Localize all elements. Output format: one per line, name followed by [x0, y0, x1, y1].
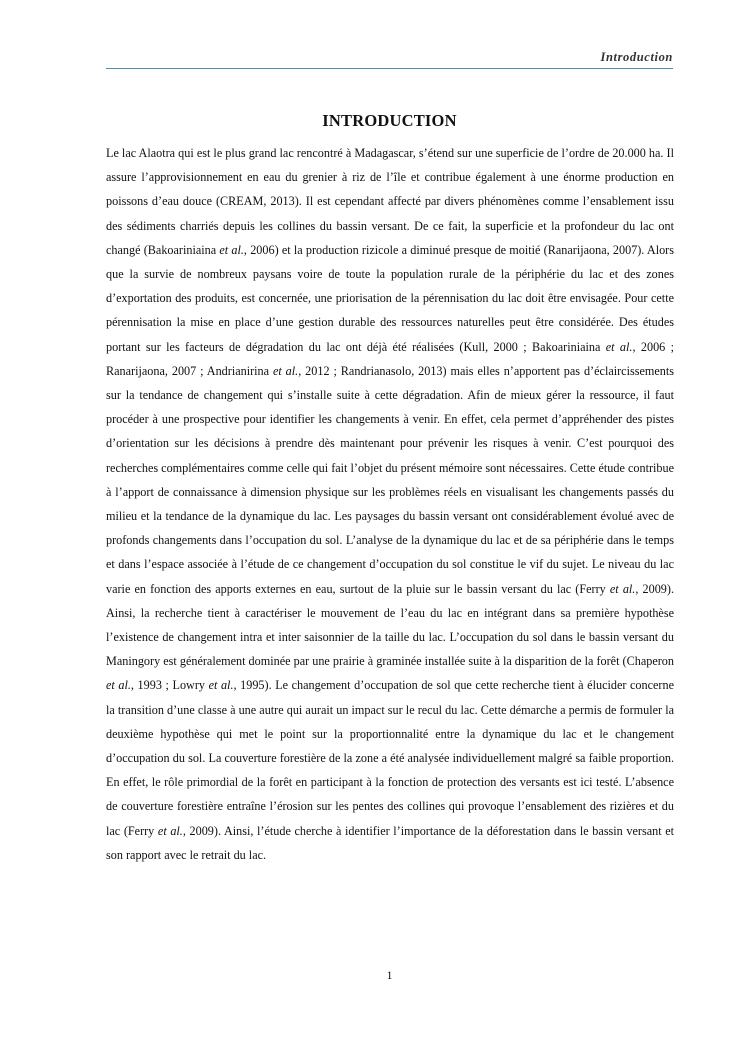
header-divider [106, 68, 673, 69]
text-segment: , 1995). Le changement d’occupation de sol que cette recherche tient à élucider concerne la transition d’une classe à une autre qui aurait un impact sur le recul du lac. Cette démarche a permis de formuler la deuxième hypothèse qui met le point sur la proportionnalité entre la dynamique du lac et le changement d’occupation du sol. La couverture forestière de la zone a été analysée individuellement malgré sa faible proportion. En effet, le rôle primordial de la forêt en participant à la fonction de protection des versants est ici testé. L’absence de couverture forestière entraîne l’érosion sur les pentes des collines qui provoque l’ensablement des rizières et du lac (Ferry [106, 678, 674, 838]
citation-et-al: et al. [208, 678, 234, 693]
running-header-title: Introduction [600, 50, 673, 64]
text-segment: , 2009). Ainsi, la recherche tient à caractériser le mouvement de l’eau du lac en intégrant dans sa première hypothèse l’existence de changement intra et inter saisonnier de la taille du lac. L’occupation du sol dans le bassin versant du Maningory est généralement dominée par une prairie à graminée installée suite à la disparition de la forêt (Chaperon [106, 581, 675, 669]
introduction-paragraph [106, 141, 674, 867]
page-title: INTRODUCTION [322, 111, 457, 131]
text-segment: , 2006) et la production rizicole a diminué presque de moitié (Ranarijaona, 2007). Alors que la survie de nombreux paysans voire de toute la population rurale de la périphérie du lac et des zones d’exportation des produits, est concernée, une priorisation de la pérennisation du lac doit être envisagée. Pour cette pérennisation la mise en place d’une gestion durable des ressources naturelles peut être considérée. Des études portant sur les facteurs de dégradation du lac ont déjà été réalisées (Kull, 2000 ; Bakoariniaina [106, 242, 674, 354]
text-segment: , 2009). Ainsi, l’étude cherche à identifier l’importance de la déforestation dans le bassin versant et son rapport avec le retrait du lac. [106, 823, 675, 862]
page-number: 1 [386, 968, 393, 982]
citation-et-al: et al. [605, 339, 633, 354]
text-segment: Le lac Alaotra qui est le plus grand lac rencontré à Madagascar, s’étend sur une superficie de l’ordre de 20.000 ha. Il assure l’approvisionnement en eau du grenier à riz de l’île et contribue également à une énorme production en poissons d’eau douce (CREAM, 2013). Il est cependant affecté par divers phénomènes comme l’ensablement issu des sédiments charriés depuis les collines du bassin versant. De ce fait, la superficie et la profondeur du lac ont changé (Bakoariniaina [106, 146, 674, 257]
text-segment: , 2006 ; Ranarijaona, 2007 ; Andrianirina [106, 339, 675, 378]
citation-et-al: et al. [219, 242, 244, 257]
citation-et-al: et al. [106, 678, 131, 693]
text-segment: , 2012 ; Randrianasolo, 2013) mais elles n’apportent pas d’éclaircissements sur la tendance de changement qui s’installe suite à cette dégradation. Afin de mieux gérer la ressource, il faut procéder à une prospective pour identifier les changements à venir. En effet, cela permet d’appréhender des pistes d’orientation sur les décisions à prendre dès maintenant pour prévenir les risques à venir. C’est pourquoi des recherches complémentaires comme celle qui fait l’objet du présent mémoire sont nécessaires. Cette étude contribue à l’apport de connaissance à dimension physique sur les problèmes réels en visualisant les changements passés du milieu et la tendance de la dynamique du lac. Les paysages du bassin versant ont considérablement évolué avec de profonds changements dans l’occupation du sol. L’analyse de la dynamique du lac et de sa périphérie dans le temps et dans l’espace associée à l’étude de ce changement d’occupation du sol constitue le vif du sujet. Le niveau du lac varie en fonction des apports externes en eau, surtout de la pluie sur le bassin versant du lac (Ferry [106, 363, 674, 596]
citation-et-al: et al. [609, 581, 636, 596]
citation-et-al: et al. [157, 823, 183, 838]
citation-et-al: et al. [272, 363, 299, 378]
text-segment: , 1993 ; Lowry [130, 678, 209, 693]
